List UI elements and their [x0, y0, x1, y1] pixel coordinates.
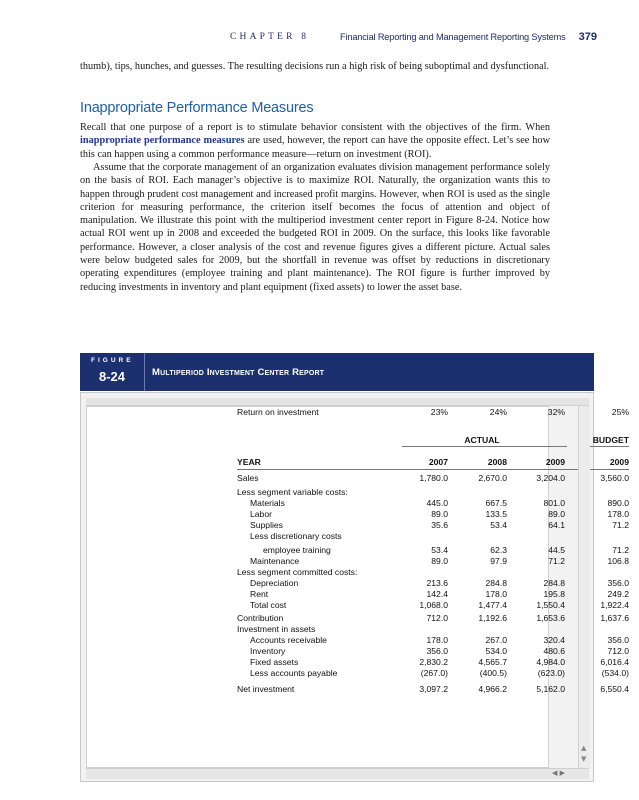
- row-label: Sales: [237, 473, 259, 483]
- table-cell: 801.0: [543, 498, 565, 508]
- table-cell: 44.5: [548, 545, 565, 555]
- table-cell: (267.0): [420, 668, 448, 678]
- table-row: [237, 520, 629, 531]
- table-row: [237, 668, 629, 679]
- table-cell: 267.0: [485, 635, 507, 645]
- table-cell: 3,560.0: [600, 473, 629, 483]
- table-cell: 62.3: [490, 545, 507, 555]
- table-row: [237, 600, 629, 611]
- year-2009-header: 2009: [609, 457, 629, 467]
- table-cell: 213.6: [426, 578, 448, 588]
- row-label: Return on investment: [237, 407, 319, 417]
- paragraph-recall-end: are used, however, the report can have the opposite effect. Let’s see how this can happen using a common performance measure—return on investment (ROI).: [80, 135, 551, 160]
- table-cell: 71.2: [612, 545, 629, 555]
- table-cell: 64.1: [548, 520, 565, 530]
- table-cell: 6,550.4: [600, 684, 629, 694]
- table-cell: 320.4: [543, 635, 565, 645]
- table-cell: 71.2: [612, 520, 629, 530]
- table-cell: 53.4: [431, 545, 448, 555]
- row-label: Less discretionary costs: [250, 531, 342, 541]
- page-number: 379: [578, 31, 597, 43]
- table-cell: 712.0: [426, 613, 448, 623]
- figure-label: FIGURE: [91, 357, 134, 364]
- table-row: [237, 589, 629, 600]
- figure-number: 8-24: [99, 369, 126, 384]
- table-cell: 89.0: [548, 509, 565, 519]
- spreadsheet-toolbar: [86, 398, 589, 406]
- horizontal-scrollbar[interactable]: [86, 768, 589, 779]
- table-cell: 249.2: [607, 589, 629, 599]
- table-cell: 534.0: [485, 646, 507, 656]
- table-row: [237, 578, 629, 589]
- arrow-up-icon[interactable]: ▲: [581, 744, 587, 752]
- table-row: [237, 646, 629, 657]
- year-label: YEAR: [237, 457, 261, 467]
- table-cell: 133.5: [485, 509, 507, 519]
- table-row: [237, 498, 629, 509]
- row-label: Fixed assets: [250, 657, 299, 667]
- table-cell: 890.0: [607, 498, 629, 508]
- table-cell: 1,192.6: [478, 613, 507, 623]
- row-label: Maintenance: [250, 556, 300, 566]
- row-label: Materials: [250, 498, 285, 508]
- table-cell: 667.5: [485, 498, 507, 508]
- table-cell: 4,565.7: [478, 657, 507, 667]
- table-row: [237, 487, 605, 498]
- row-label: Less segment committed costs:: [237, 567, 358, 577]
- table-cell: 178.0: [607, 509, 629, 519]
- paragraph-recall-start: Recall that one purpose of a report is to stimulate behavior consistent with the objectives of the firm. When: [80, 122, 550, 133]
- figure-header: [80, 353, 594, 391]
- actual-header: ACTUAL: [464, 435, 500, 445]
- table-cell: 356.0: [607, 635, 629, 645]
- table-cell: 3,097.2: [419, 684, 448, 694]
- running-header: [0, 32, 639, 48]
- figure-title: Multiperiod Investment Center Report: [152, 367, 325, 378]
- table-cell: 284.8: [485, 578, 507, 588]
- sheet-tab-arrows: [552, 768, 578, 778]
- table-cell: 178.0: [426, 635, 448, 645]
- table-row: [237, 613, 629, 624]
- table-row: [237, 624, 605, 635]
- table-cell: 1,068.0: [419, 600, 448, 610]
- table-cell: 712.0: [607, 646, 629, 656]
- table-row: [237, 509, 629, 520]
- table-cell: 6,016.4: [600, 657, 629, 667]
- table-row: [237, 531, 605, 542]
- table-cell: 71.2: [548, 556, 565, 566]
- paragraph-recall: [80, 121, 550, 161]
- vertical-scrollbar[interactable]: [578, 406, 590, 768]
- table-cell: 5,162.0: [536, 684, 565, 694]
- arrow-down-icon[interactable]: ▼: [581, 755, 587, 763]
- table-cell: 106.8: [607, 556, 629, 566]
- table-cell: 24%: [489, 407, 507, 417]
- table-row: [237, 657, 629, 668]
- table-cell: 356.0: [607, 578, 629, 588]
- table-cell: 284.8: [543, 578, 565, 588]
- row-label: Total cost: [250, 600, 287, 610]
- year-header-row: [237, 457, 629, 468]
- chapter-title: Financial Reporting and Management Reporting Systems: [340, 32, 566, 42]
- row-label: Net investment: [237, 684, 295, 694]
- table-row: [237, 473, 629, 484]
- row-label: employee training: [263, 545, 331, 555]
- table-cell: 97.9: [490, 556, 507, 566]
- row-label: Inventory: [250, 646, 286, 656]
- table-cell: 1,653.6: [536, 613, 565, 623]
- table-cell: 32%: [547, 407, 565, 417]
- table-cell: (400.5): [479, 668, 507, 678]
- table-cell: 195.8: [543, 589, 565, 599]
- budget-header: BUDGET: [592, 435, 629, 445]
- year-2009-header: 2009: [545, 457, 565, 467]
- table-cell: 4,984.0: [536, 657, 565, 667]
- intro-paragraph: thumb), tips, hunches, and guesses. The resulting decisions run a high risk of being suboptimal and dysfunctional.: [80, 61, 550, 72]
- table-cell: 2,830.2: [419, 657, 448, 667]
- spreadsheet-sheet: [86, 406, 629, 768]
- group-header-row: [237, 435, 629, 446]
- row-label: Rent: [250, 589, 269, 599]
- table-row: [237, 545, 629, 556]
- table-cell: 4,966.2: [478, 684, 507, 694]
- row-label: Less accounts payable: [250, 668, 338, 678]
- table-cell: 89.0: [431, 509, 448, 519]
- arrow-left-icon[interactable]: ◀: [552, 769, 558, 777]
- row-label: Less segment variable costs:: [237, 487, 348, 497]
- arrow-right-icon[interactable]: ▶: [559, 769, 566, 777]
- table-row: [237, 567, 605, 578]
- table-cell: 25%: [611, 407, 629, 417]
- year-2007-header: 2007: [428, 457, 448, 467]
- year-2008-header: 2008: [487, 457, 507, 467]
- table-cell: 2,670.0: [478, 473, 507, 483]
- table-row: [237, 556, 629, 567]
- table-cell: 356.0: [426, 646, 448, 656]
- table-cell: 445.0: [426, 498, 448, 508]
- row-label: Accounts receivable: [250, 635, 327, 645]
- figure-tab: [80, 353, 145, 391]
- key-term: inappropriate performance measures: [80, 135, 245, 147]
- table-cell: 1,637.6: [600, 613, 629, 623]
- table-cell: 142.4: [426, 589, 448, 599]
- table-cell: (623.0): [537, 668, 565, 678]
- table-cell: 35.6: [431, 520, 448, 530]
- row-label: Supplies: [250, 520, 283, 530]
- table-cell: 53.4: [490, 520, 507, 530]
- table-row: [237, 407, 629, 418]
- table-cell: 1,922.4: [600, 600, 629, 610]
- table-cell: 23%: [430, 407, 448, 417]
- section-heading: Inappropriate Performance Measures: [80, 100, 314, 116]
- header-underline: [237, 469, 629, 470]
- table-cell: 3,204.0: [536, 473, 565, 483]
- table-row: [237, 635, 629, 646]
- table-row: [237, 684, 629, 695]
- chapter-label: CHAPTER 8: [230, 32, 310, 42]
- table-cell: 1,780.0: [419, 473, 448, 483]
- table-cell: 178.0: [485, 589, 507, 599]
- paragraph-assume: Assume that the corporate management of an organization evaluates division management performance solely on the basis of ROI. Each manager’s objective is to maximize ROI. Naturally, the organization wants this to happen through prudent cost management and increased profit margins. However, when ROI is used as the single criterion for measuring performance, the criterion itself becomes the focus of attention and object of manipulation. We illustrate this point with the multiperiod investment center report in Figure 8-24. Notice how actual ROI went up in 2008 and exceeded the budgeted ROI in 2009. On the surface, this looks like favorable performance. However, a closer analysis of the cost and revenue figures gives a different picture. Actual sales were below budgeted sales for 2009, but the shortfall in revenue was offset by reductions in discretionary operating expenditures (employee training and plant maintenance). The ROI figure is further improved by reducing investments in inventory and plant equipment (fixed assets) to lower the asset base.: [80, 162, 550, 293]
- row-label: Contribution: [237, 613, 284, 623]
- table-cell: 89.0: [431, 556, 448, 566]
- table-cell: 480.6: [543, 646, 565, 656]
- table-cell: 1,477.4: [478, 600, 507, 610]
- actual-underline: [402, 446, 567, 447]
- row-label: Depreciation: [250, 578, 299, 588]
- table-cell: 1,550.4: [536, 600, 565, 610]
- row-label: Labor: [250, 509, 272, 519]
- row-label: Investment in assets: [237, 624, 316, 634]
- table-cell: (534.0): [601, 668, 629, 678]
